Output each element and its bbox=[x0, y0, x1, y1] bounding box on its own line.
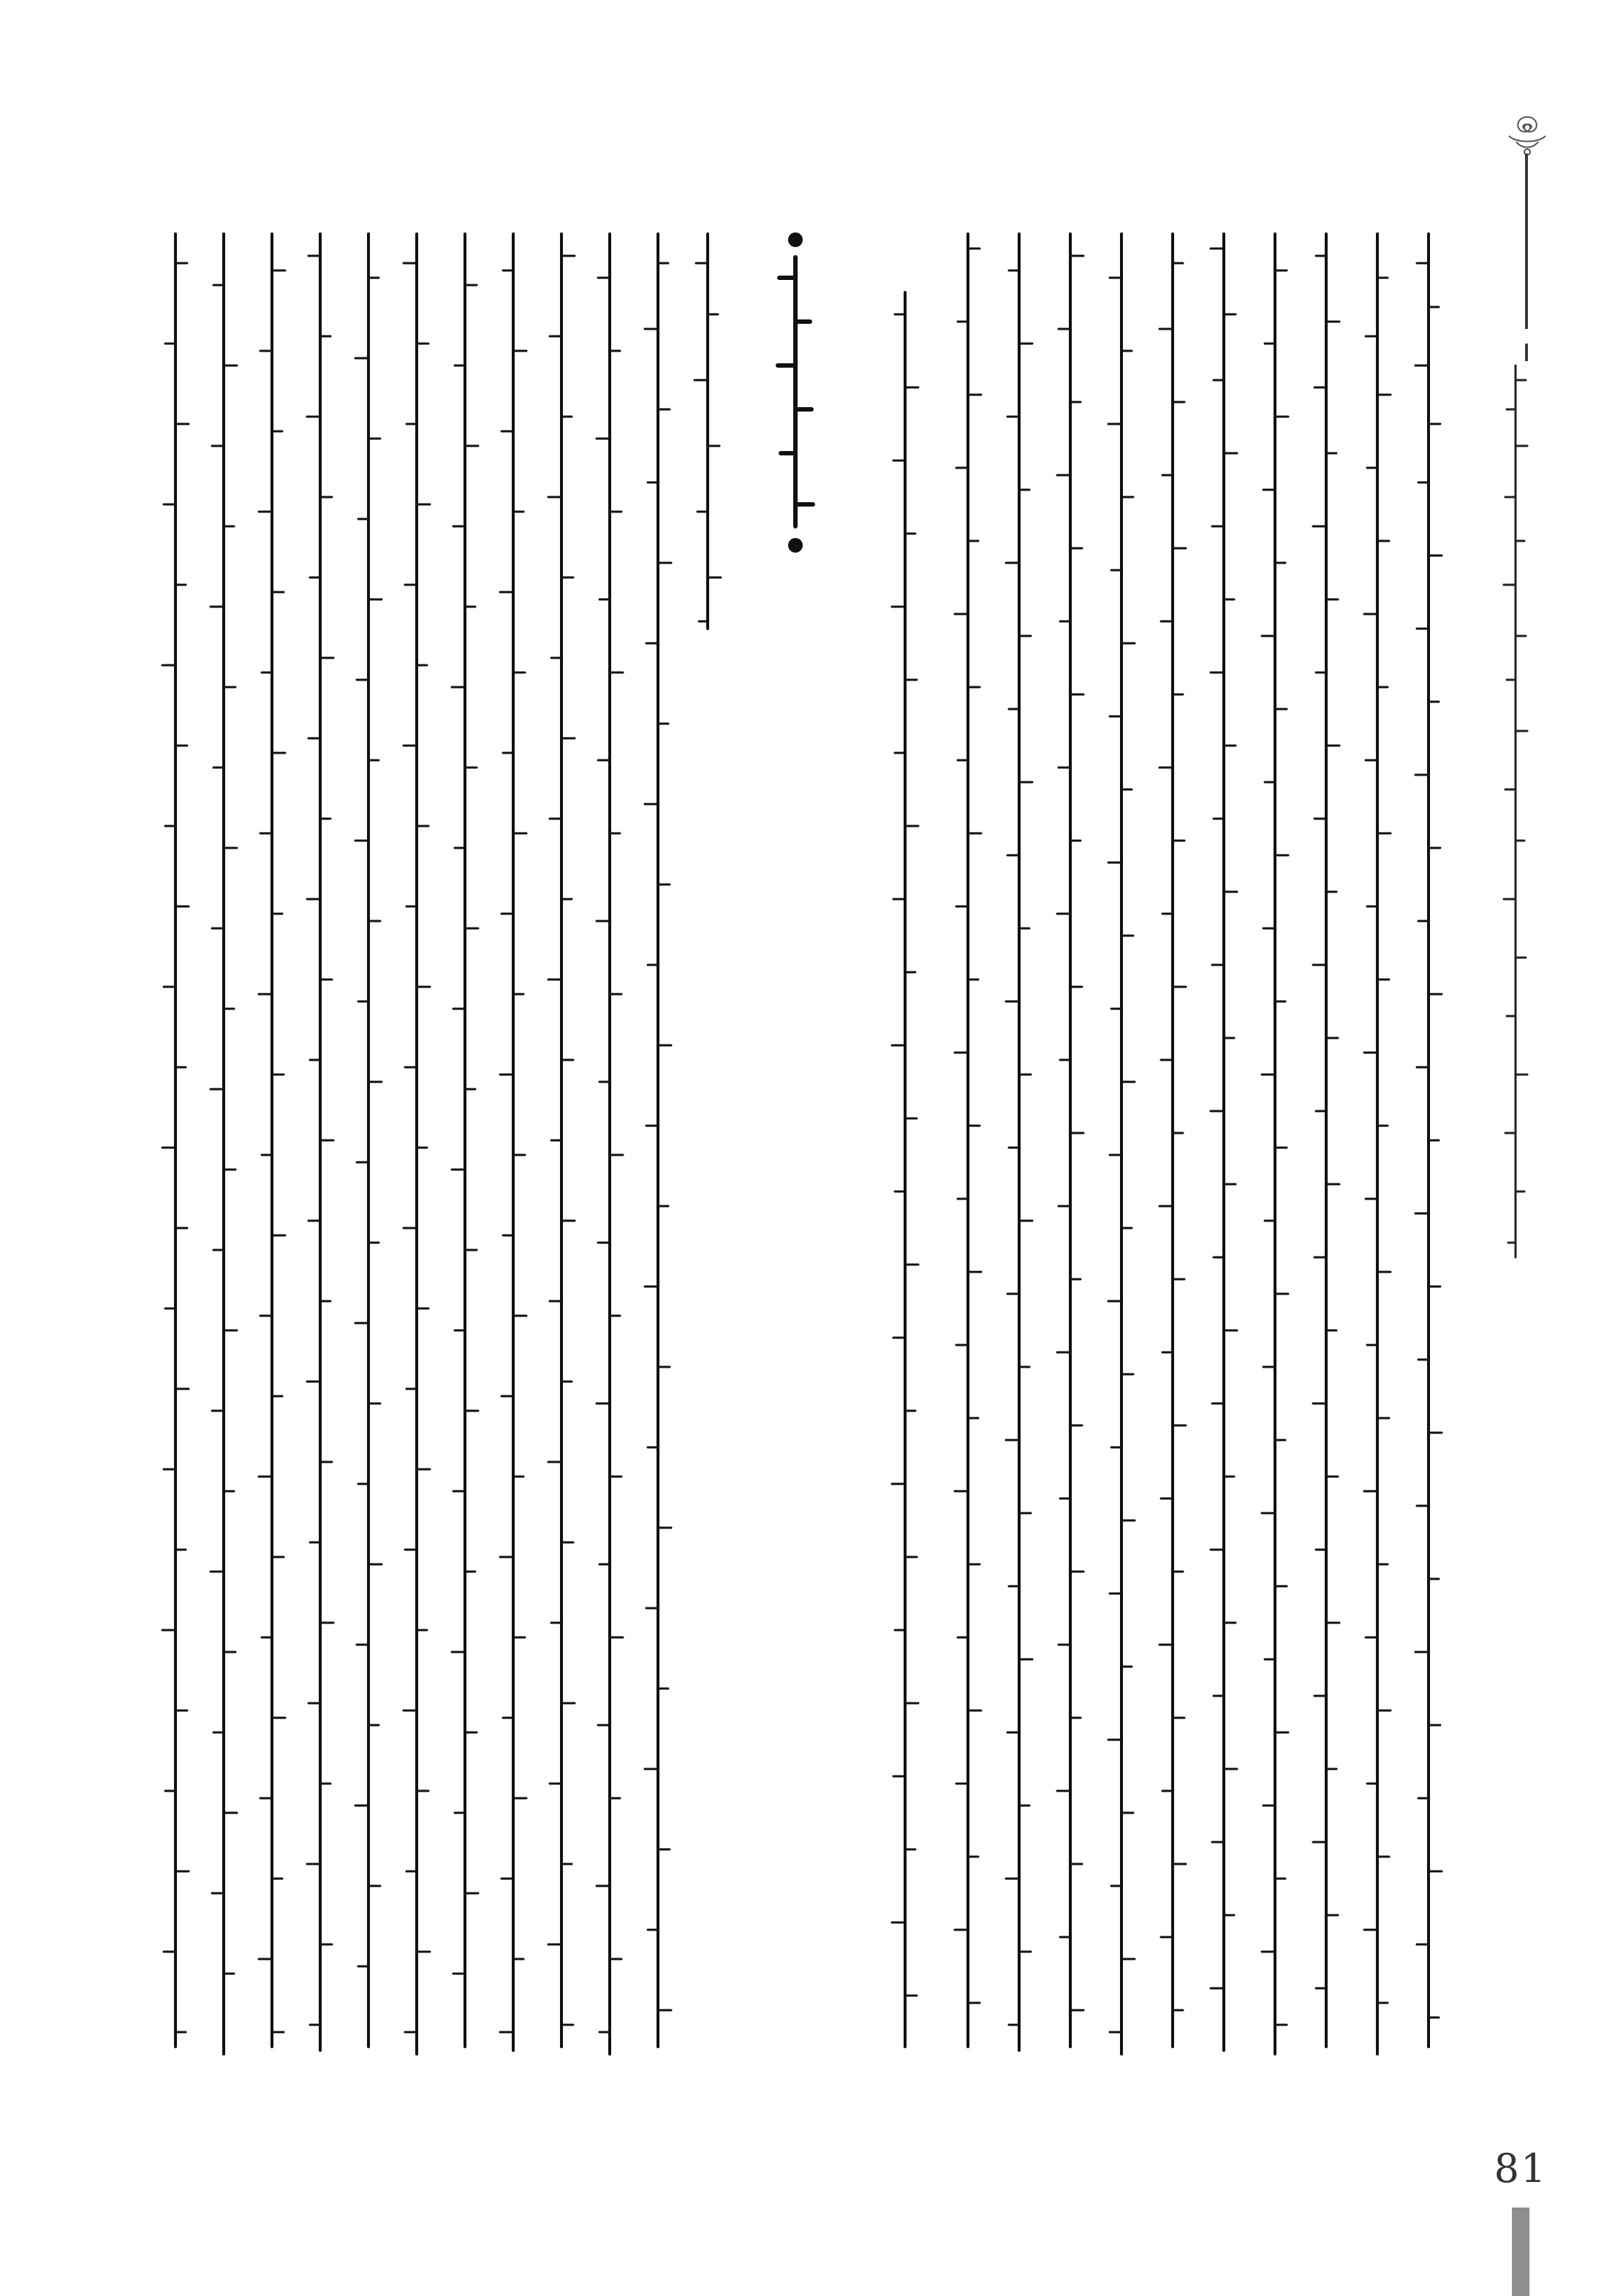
thumb-tab bbox=[1512, 2208, 1529, 2296]
page-number: 81 bbox=[1494, 2145, 1548, 2191]
